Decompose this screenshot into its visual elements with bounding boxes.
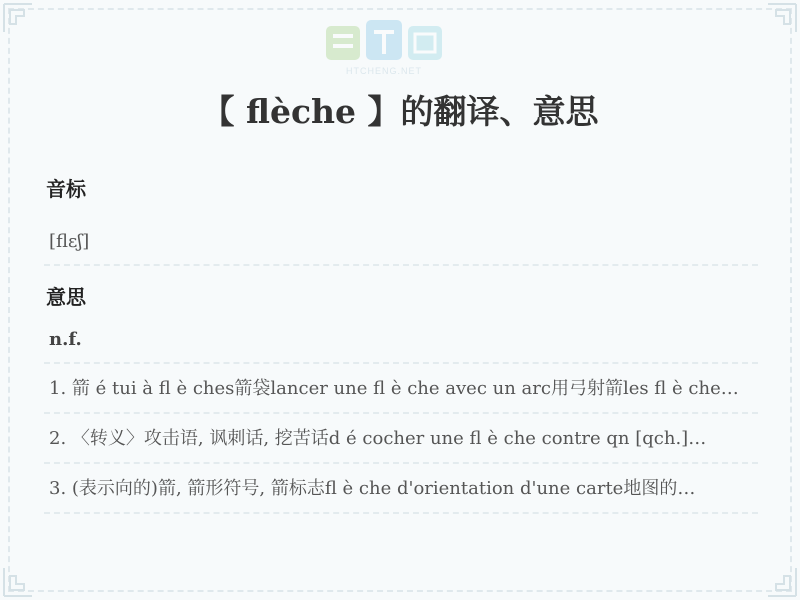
site-logo — [322, 16, 446, 80]
definition-item[interactable]: 2. 〈转义〉攻击语, 讽刺话, 挖苦话d é cocher une fl è che contre qn [qch.]… — [44, 414, 758, 464]
corner-ornament-icon — [2, 564, 36, 598]
entry-content — [44, 170, 758, 514]
phonetic-value: [flɛʃ] — [44, 218, 758, 266]
corner-ornament-icon — [2, 2, 36, 36]
phonetic-heading: 音标 — [46, 177, 86, 201]
definition-list — [44, 364, 758, 514]
corner-ornament-icon — [764, 564, 798, 598]
part-of-speech: n.f. — [44, 316, 758, 364]
logo-text: HTCHENG.NET — [346, 66, 422, 76]
logo-mark-icon — [322, 16, 446, 68]
meaning-heading: 意思 — [46, 285, 86, 309]
corner-ornament-icon — [764, 2, 798, 36]
definition-item[interactable]: 1. 箭 é tui à fl è ches箭袋lancer une fl è che avec un arc用弓射箭les fl è che… — [44, 364, 758, 414]
definition-item[interactable]: 3. (表示向的)箭, 箭形符号, 箭标志fl è che d'orientation d'une carte地图的… — [44, 464, 758, 514]
page-title: 【 flèche 】的翻译、意思 — [201, 92, 599, 131]
